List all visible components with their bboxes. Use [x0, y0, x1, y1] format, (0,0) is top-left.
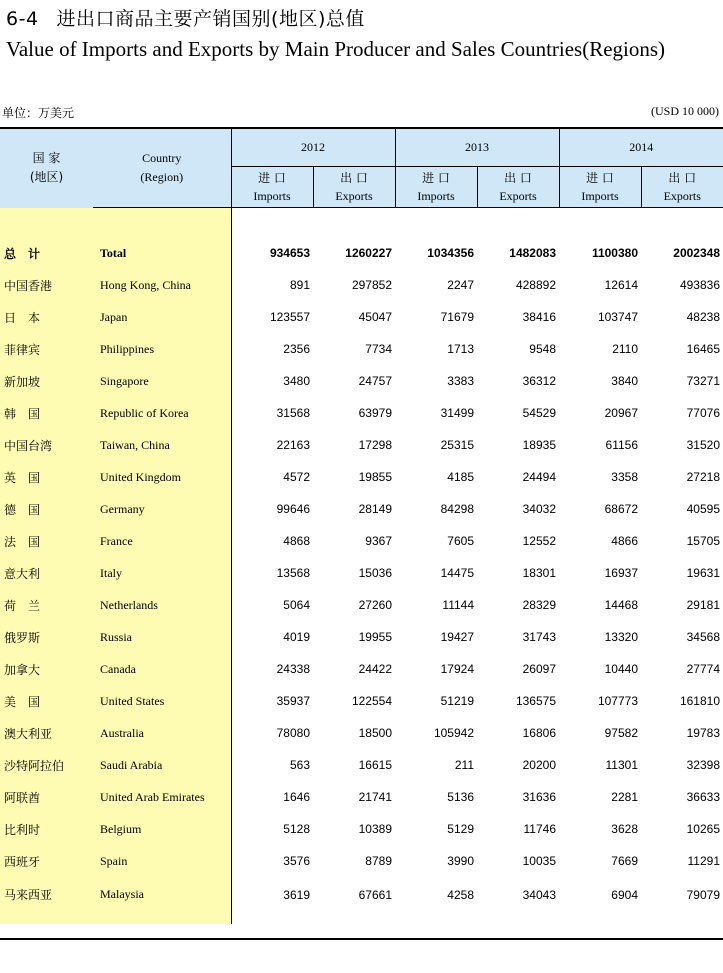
country-name-cn: 沙特阿拉伯 [0, 749, 93, 781]
country-name-en: Germany [93, 493, 231, 525]
table-row [0, 557, 723, 589]
exports-value: 45047 [358, 310, 392, 324]
country-name-en: Hong Kong, China [93, 269, 231, 301]
imports-value: 123557 [269, 310, 310, 324]
country-name-cn: 马来西亚 [0, 877, 93, 912]
imports-value: 5064 [283, 598, 310, 612]
table-number: 6-4 [6, 8, 39, 30]
table-bottom-rule [0, 938, 723, 940]
imports-value: 1646 [283, 790, 310, 804]
exports-value: 16806 [522, 726, 556, 740]
imports-value: 107773 [597, 694, 638, 708]
imports-value: 71679 [440, 310, 474, 324]
country-name-en: Spain [93, 845, 231, 877]
header-country-cn-line2: (地区) [29, 170, 64, 185]
imports-value: 31499 [440, 406, 474, 420]
country-name-cn: 西班牙 [0, 845, 93, 877]
imports-value: 105942 [433, 726, 474, 740]
country-name-cn: 英 国 [0, 461, 93, 493]
country-name-cn: 美 国 [0, 685, 93, 717]
imports-value: 13568 [276, 566, 310, 580]
imports-value: 10440 [604, 662, 638, 676]
header-exports-cn: 出 口 [340, 171, 368, 185]
imports-value: 3358 [611, 470, 638, 484]
header-exports [477, 167, 559, 208]
country-name-en: Russia [93, 621, 231, 653]
header-imports-cn: 进 口 [258, 171, 286, 185]
country-name-cn: 韩 国 [0, 397, 93, 429]
exports-value: 31520 [686, 438, 720, 452]
country-name-en: Italy [93, 557, 231, 589]
exports-value: 10265 [686, 822, 720, 836]
exports-value: 493836 [679, 278, 720, 292]
country-name-en: Total [93, 237, 231, 269]
exports-value: 19955 [358, 630, 392, 644]
exports-value: 38416 [522, 310, 556, 324]
imports-value: 4572 [283, 470, 310, 484]
imports-value: 97582 [604, 726, 638, 740]
table-row [0, 333, 723, 365]
header-exports-en: Exports [663, 189, 701, 203]
imports-value: 16937 [604, 566, 638, 580]
imports-value: 6904 [611, 887, 638, 902]
header-country-en [93, 128, 231, 208]
table-row [0, 589, 723, 621]
exports-value: 28329 [522, 598, 556, 612]
exports-value: 9367 [365, 534, 392, 548]
table-row [0, 877, 723, 912]
exports-value: 34043 [522, 887, 556, 902]
header-exports-en: Exports [499, 189, 537, 203]
table-row [0, 525, 723, 557]
imports-value: 7605 [447, 534, 474, 548]
imports-value: 35937 [276, 694, 310, 708]
exports-value: 21741 [358, 790, 392, 804]
imports-value: 61156 [605, 438, 638, 452]
header-imports [395, 167, 477, 208]
table-title-en: Value of Imports and Exports by Main Producer and Sales Countries(Regions) [6, 37, 666, 61]
country-name-en: Japan [93, 301, 231, 333]
header-imports [231, 167, 313, 208]
country-name-en: Taiwan, China [93, 429, 231, 461]
imports-value: 4868 [283, 534, 310, 548]
exports-value: 26097 [522, 662, 556, 676]
exports-value: 73271 [686, 374, 720, 388]
imports-value: 22163 [276, 438, 310, 452]
country-name-cn: 德 国 [0, 493, 93, 525]
table-row [0, 461, 723, 493]
country-name-en: United Arab Emirates [93, 781, 231, 813]
table-row [0, 845, 723, 877]
statistics-table [0, 127, 723, 924]
country-name-cn: 中国台湾 [0, 429, 93, 461]
exports-value: 18301 [522, 566, 556, 580]
exports-value: 28149 [358, 502, 392, 516]
country-name-cn: 中国香港 [0, 269, 93, 301]
country-name-en: Belgium [93, 813, 231, 845]
header-imports-cn: 进 口 [586, 171, 614, 185]
imports-value: 5128 [283, 822, 310, 836]
imports-value: 11301 [605, 758, 638, 772]
imports-value: 11144 [442, 598, 474, 612]
imports-value: 51219 [440, 694, 474, 708]
country-name-cn: 阿联酋 [0, 781, 93, 813]
imports-value: 103747 [597, 310, 638, 324]
header-exports [313, 167, 395, 208]
country-name-en: United States [93, 685, 231, 717]
imports-value: 25315 [440, 438, 474, 452]
imports-value: 2247 [447, 278, 474, 292]
header-exports-en: Exports [335, 189, 373, 203]
country-name-cn: 意大利 [0, 557, 93, 589]
spacer-row [0, 912, 723, 924]
header-imports [559, 167, 641, 208]
unit-label-cn: 单位：万美元 [2, 106, 75, 120]
imports-value: 1100380 [591, 246, 638, 260]
exports-value: 24422 [358, 662, 392, 676]
exports-value: 18935 [522, 438, 556, 452]
imports-value: 1713 [447, 342, 474, 356]
exports-value: 161810 [679, 694, 720, 708]
country-name-en: Australia [93, 717, 231, 749]
exports-value: 2002348 [673, 246, 720, 260]
exports-value: 19855 [358, 470, 392, 484]
exports-value: 1260227 [345, 246, 392, 260]
header-exports [641, 167, 723, 208]
exports-value: 12552 [522, 534, 556, 548]
exports-value: 29181 [686, 598, 720, 612]
table-row [0, 717, 723, 749]
header-country-en-line1: Country [142, 151, 182, 165]
header-exports-cn: 出 口 [668, 171, 697, 185]
country-name-cn: 加拿大 [0, 653, 93, 685]
imports-value: 4258 [447, 887, 474, 902]
country-name-en: United Kingdom [93, 461, 231, 493]
exports-value: 11291 [687, 854, 720, 868]
country-name-en: Canada [93, 653, 231, 685]
exports-value: 428892 [515, 278, 556, 292]
exports-value: 32398 [686, 758, 720, 772]
exports-value: 27774 [686, 662, 720, 676]
country-name-cn: 俄罗斯 [0, 621, 93, 653]
exports-value: 9548 [529, 342, 556, 356]
exports-value: 36312 [522, 374, 556, 388]
exports-value: 20200 [522, 758, 556, 772]
country-name-en: Philippines [93, 333, 231, 365]
exports-value: 27260 [358, 598, 392, 612]
header-exports-cn: 出 口 [504, 171, 532, 185]
imports-value: 68672 [604, 502, 638, 516]
imports-value: 3840 [611, 374, 638, 388]
country-name-cn: 法 国 [0, 525, 93, 557]
imports-value: 211 [454, 758, 474, 772]
exports-value: 18500 [358, 726, 392, 740]
exports-value: 15036 [358, 566, 392, 580]
title-cn-text: 进出口商品主要产销国别(地区)总值 [56, 8, 365, 30]
imports-value: 891 [289, 278, 310, 292]
imports-value: 3383 [447, 374, 474, 388]
imports-value: 12614 [604, 278, 638, 292]
header-country-cn [0, 128, 93, 208]
header-country-en-line2: (Region) [140, 170, 184, 184]
imports-value: 7669 [611, 854, 638, 868]
exports-value: 79079 [686, 887, 720, 902]
imports-value: 99646 [276, 502, 310, 516]
imports-value: 13320 [604, 630, 638, 644]
table-row [0, 365, 723, 397]
exports-value: 297852 [351, 278, 392, 292]
exports-value: 34032 [522, 502, 556, 516]
header-year-2013: 2013 [395, 128, 559, 167]
imports-value: 5129 [447, 822, 474, 836]
country-name-cn: 比利时 [0, 813, 93, 845]
country-name-cn: 日 本 [0, 301, 93, 333]
unit-label-en: (USD 10 000) [651, 104, 719, 118]
country-name-en: Singapore [93, 365, 231, 397]
imports-value: 2281 [611, 790, 638, 804]
imports-value: 1034356 [427, 246, 474, 260]
exports-value: 16465 [686, 342, 720, 356]
imports-value: 19427 [440, 630, 474, 644]
table-row [0, 749, 723, 781]
table-row [0, 397, 723, 429]
country-name-cn: 澳大利亚 [0, 717, 93, 749]
total-row [0, 237, 723, 269]
table-row [0, 621, 723, 653]
header-imports-en: Imports [253, 189, 291, 203]
exports-value: 15705 [686, 534, 720, 548]
imports-value: 2110 [612, 342, 638, 356]
imports-value: 5136 [447, 790, 474, 804]
table-row [0, 653, 723, 685]
country-name-en: Netherlands [93, 589, 231, 621]
table-row [0, 685, 723, 717]
exports-value: 27218 [686, 470, 720, 484]
exports-value: 8789 [365, 854, 392, 868]
country-name-cn: 总 计 [0, 237, 93, 269]
imports-value: 24338 [276, 662, 310, 676]
exports-value: 24494 [522, 470, 556, 484]
country-name-cn: 新加坡 [0, 365, 93, 397]
imports-value: 17924 [440, 662, 474, 676]
table-row [0, 301, 723, 333]
spacer-row [0, 208, 723, 238]
imports-value: 4019 [283, 630, 310, 644]
country-name-en: Malaysia [93, 877, 231, 912]
imports-value: 84298 [440, 502, 474, 516]
table-row [0, 429, 723, 461]
exports-value: 10035 [522, 854, 556, 868]
exports-value: 19783 [686, 726, 720, 740]
table-title-cn [6, 4, 365, 31]
exports-value: 67661 [358, 887, 392, 902]
table-row [0, 493, 723, 525]
imports-value: 3576 [283, 854, 310, 868]
header-imports-cn: 进 口 [422, 171, 450, 185]
country-name-cn: 菲律宾 [0, 333, 93, 365]
imports-value: 31568 [276, 406, 310, 420]
header-imports-en: Imports [581, 189, 619, 203]
exports-value: 34568 [686, 630, 720, 644]
exports-value: 24757 [358, 374, 392, 388]
exports-value: 11746 [523, 822, 556, 836]
imports-value: 4866 [611, 534, 638, 548]
imports-value: 14468 [604, 598, 638, 612]
exports-value: 16615 [358, 758, 392, 772]
exports-value: 7734 [365, 342, 392, 356]
imports-value: 3990 [447, 854, 474, 868]
header-year-2014: 2014 [559, 128, 723, 167]
country-name-en: Saudi Arabia [93, 749, 231, 781]
country-name-en: France [93, 525, 231, 557]
exports-value: 31636 [522, 790, 556, 804]
header-year-2012: 2012 [231, 128, 395, 167]
exports-value: 17298 [358, 438, 392, 452]
imports-value: 3628 [611, 822, 638, 836]
exports-value: 63979 [358, 406, 392, 420]
exports-value: 36633 [686, 790, 720, 804]
exports-value: 136575 [515, 694, 556, 708]
imports-value: 4185 [447, 470, 474, 484]
exports-value: 19631 [686, 566, 720, 580]
header-country-cn-line1: 国 家 [32, 151, 61, 166]
country-name-en: Republic of Korea [93, 397, 231, 429]
header-imports-en: Imports [417, 189, 455, 203]
table-row [0, 813, 723, 845]
imports-value: 934653 [269, 246, 310, 260]
exports-value: 122554 [351, 694, 392, 708]
exports-value: 54529 [522, 406, 556, 420]
imports-value: 3480 [283, 374, 310, 388]
imports-value: 14475 [440, 566, 474, 580]
imports-value: 563 [289, 758, 310, 772]
imports-value: 20967 [604, 406, 638, 420]
imports-value: 78080 [276, 726, 310, 740]
exports-value: 31743 [522, 630, 556, 644]
exports-value: 77076 [686, 406, 720, 420]
table-row [0, 269, 723, 301]
exports-value: 10389 [358, 822, 392, 836]
table-row [0, 781, 723, 813]
country-name-cn: 荷 兰 [0, 589, 93, 621]
exports-value: 48238 [686, 310, 720, 324]
imports-value: 2356 [283, 342, 310, 356]
exports-value: 40595 [686, 502, 720, 516]
imports-value: 3619 [283, 887, 310, 902]
exports-value: 1482083 [509, 246, 556, 260]
